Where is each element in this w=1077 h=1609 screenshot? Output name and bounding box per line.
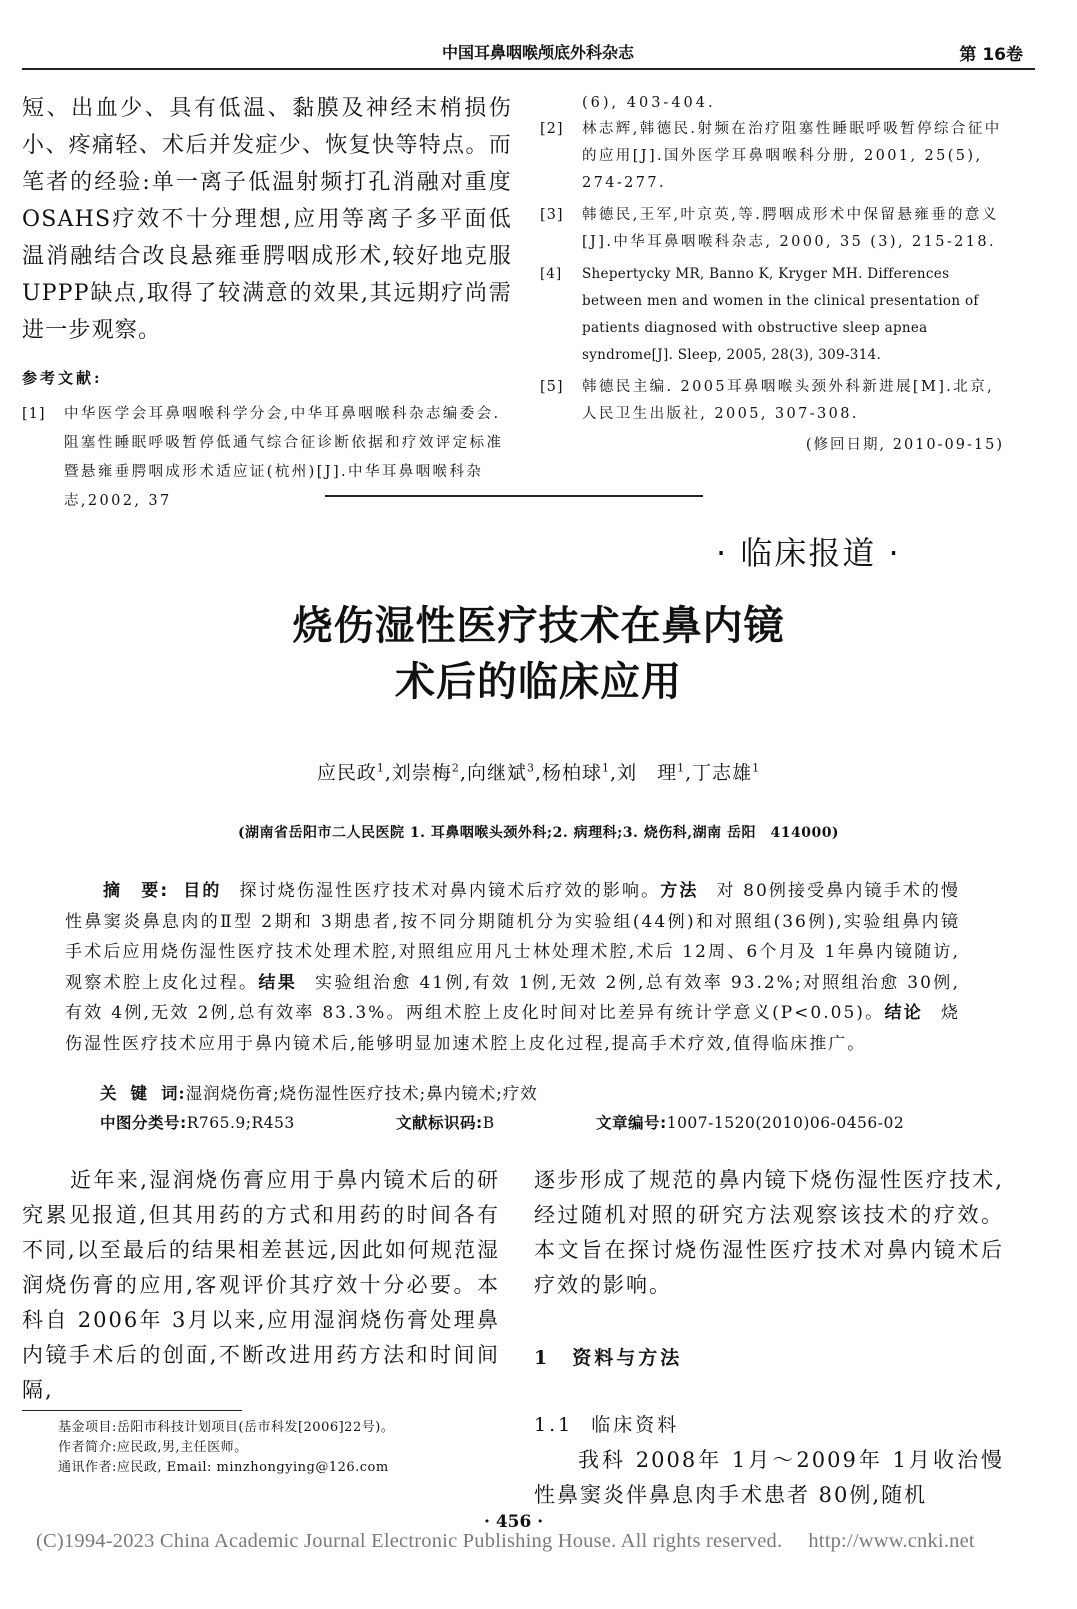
conclusion-text: 烧伤湿性医疗技术应用于鼻内镜术后,能够明显加速术腔上皮化过程,提高手术疗效,值得临床推广。 — [65, 1003, 960, 1054]
abstract — [65, 876, 960, 1059]
body-right-column — [534, 1163, 1004, 1513]
author-list: 应民政$^1$,刘崇梅$^2$,向继斌$^3$,杨柏球$^1$,刘 理$^1$,丁志雄$^1$ — [316, 761, 761, 784]
title-line-2: 术后的临床应用 — [395, 659, 682, 705]
previous-article-right-column — [540, 90, 1010, 454]
article-divider — [325, 495, 703, 497]
reference-text: 韩德民主编. 2005耳鼻咽喉头颈外科新进展[M].北京,人民卫生出版社, 2005, 307-308. — [582, 379, 995, 422]
keywords-text: 湿润烧伤膏;烧伤湿性医疗技术;鼻内镜术;疗效 — [185, 1084, 538, 1103]
reference-item — [540, 116, 1010, 197]
author: 刘崇梅$^2$ — [391, 761, 460, 784]
journal-name: 中国耳鼻咽喉颅底外科杂志 — [442, 43, 635, 62]
article-number: 文章编号:1007-1520(2010)06-0456-02 — [596, 1114, 905, 1132]
previous-article-conclusion: 短、出血少、具有低温、黏膜及神经末梢损伤小、疼痛轻、术后并发症少、恢复快等特点。而笔者的经验:单一离子低温射频打孔消融对重度 OSAHS疗效不十分理想,应用等离子多平面低温消融结合改良悬雍垂腭咽成形术,较好地克服 UPPP缺点,取得了较满意的效果,其远期疗尚需进一步观察。 — [22, 96, 512, 343]
title-line-1: 烧伤湿性医疗技术在鼻内镜 — [292, 603, 785, 649]
reference-item — [540, 374, 1010, 428]
copyright-watermark: (C)1994-2023 China Academic Journal Electronic Publishing House. All rights reserved. http://www.cnki.net — [36, 1530, 975, 1552]
purpose-label: 目的 — [183, 881, 222, 901]
clinical-data-paragraph: 我科 2008年 1月～2009年 1月收治慢性鼻窦炎伴鼻息肉手术患者 80例,随机 — [534, 1448, 1004, 1507]
author: 刘 理$^1$ — [617, 761, 686, 784]
intro-paragraph-continued: 逐步形成了规范的鼻内镜下烧伤湿性医疗技术,经过随机对照的研究方法观察该技术的疗效。本文旨在探讨烧伤湿性医疗技术对鼻内镜术后疗效的影响。 — [534, 1168, 1004, 1297]
reference-item — [540, 202, 1010, 256]
clc-number: 中图分类号:R765.9;R453 — [100, 1114, 295, 1132]
reference-number: [3] — [540, 207, 564, 223]
reference-text: 中华医学会耳鼻咽喉科学分会,中华耳鼻咽喉科杂志编委会.阻塞性睡眠呼吸暂停低通气综合征诊断依据和疗效评定标准暨悬雍垂腭咽成形术适应证(杭州)[J].中华耳鼻咽喉科杂志,2002, 37 — [64, 406, 504, 509]
reference-number: [2] — [540, 121, 564, 137]
reference-number: [1] — [22, 406, 46, 422]
funding-note: 基金项目:岳阳市科技计划项目(岳市科发[2006]22号)。 — [58, 1420, 395, 1435]
author: 杨柏球$^1$ — [542, 761, 611, 784]
subsection-heading: 1.1 临床资料 — [534, 1414, 680, 1436]
volume-label: 第 16卷 — [959, 45, 1023, 65]
purpose-text: 探讨烧伤湿性医疗技术对鼻内镜术后疗效的影响。 — [239, 881, 661, 901]
author: 向继斌$^3$ — [466, 761, 535, 784]
document-code: 文献标识码:B — [396, 1114, 495, 1132]
result-text: 实验组治愈 41例,有效 1例,无效 2例,总有效率 93.2%;对照组治愈 30例,有效 4例,无效 2例,总有效率 83.3%。两组术腔上皮化时间对比差异有统计学意义(P<0.05)。 — [65, 972, 961, 1023]
revised-date: (修回日期, 2010-09-15) — [805, 437, 1004, 453]
affiliation: (湖南省岳阳市二人民医院 1. 耳鼻咽喉头颈外科;2. 病理科;3. 烧伤科,湖南 岳阳 414000) — [237, 825, 840, 841]
footnote-rule — [22, 1410, 242, 1411]
previous-article-left-column — [22, 90, 512, 516]
reference-text: 韩德民,王军,叶京英,等.腭咽成形术中保留悬雍垂的意义[J].中华耳鼻咽喉科杂志, 2000, 35 (3), 215-218. — [582, 207, 999, 250]
reference-number: [5] — [540, 379, 564, 395]
references-heading: 参考文献: — [22, 369, 103, 387]
reference-number: [4] — [540, 266, 563, 282]
abstract-label: 摘 要: — [103, 881, 170, 901]
author: 丁志雄$^1$ — [692, 761, 761, 784]
reference-text: Shepertycky MR, Banno K, Kryger MH. Differences between men and women in the clinical presentation of patients diagnosed with obstructive sleep apnea syndrome[J]. Sleep, 2005, 28(3), 309-314. — [582, 266, 979, 363]
conclusion-label: 结论 — [884, 1003, 923, 1023]
section-tag: · 临床报道 · — [716, 534, 901, 572]
author: 应民政$^1$ — [316, 761, 385, 784]
intro-paragraph: 近年来,湿润烧伤膏应用于鼻内镜术后的研究累见报道,但其用药的方式和用药的时间各有不同,以至最后的结果相差甚远,因此如何规范湿润烧伤膏的应用,客观评价其疗效十分必要。本科自 2006年 3月以来,应用湿润烧伤膏处理鼻内镜手术后的创面,不断改进用药方法和时间间隔, — [22, 1168, 500, 1402]
keywords-label: 关键 — [100, 1084, 161, 1103]
result-label: 结果 — [258, 972, 298, 993]
keywords — [100, 1080, 538, 1104]
footnotes — [58, 1418, 394, 1478]
author-bio-note: 作者简介:应民政,男,主任医师。 — [58, 1440, 248, 1455]
section-heading: 1 资料与方法 — [534, 1347, 683, 1369]
reference-item — [22, 400, 512, 516]
reference-continuation: (6), 403-404. — [582, 95, 716, 111]
article-title — [0, 598, 1077, 710]
method-label: 方法 — [660, 881, 699, 901]
page-number: · 456 · — [484, 1512, 544, 1532]
reference-item — [540, 261, 1010, 369]
keywords-label-tail: 词: — [161, 1084, 186, 1103]
running-header — [22, 38, 1035, 70]
body-left-column — [22, 1163, 500, 1408]
corresponding-author-note: 通讯作者:应民政, Email: minzhongying@126.com — [58, 1460, 389, 1475]
reference-text: 林志辉,韩德民.射频在治疗阻塞性睡眠呼吸暂停综合征中的应用[J].国外医学耳鼻咽喉科分册, 2001, 25(5), 274-277. — [582, 121, 1002, 191]
method-text: 对 80例接受鼻内镜手术的慢性鼻窦炎鼻息肉的Ⅱ型 2期和 3期患者,按不同分期随机分为实验组(44例)和对照组(36例),实验组鼻内镜手术后应用烧伤湿性医疗技术处理术腔,对照组应用凡士林处理术腔,术后 12周、6个月及 1年鼻内镜随访,观察术腔上皮化过程。 — [65, 881, 961, 993]
